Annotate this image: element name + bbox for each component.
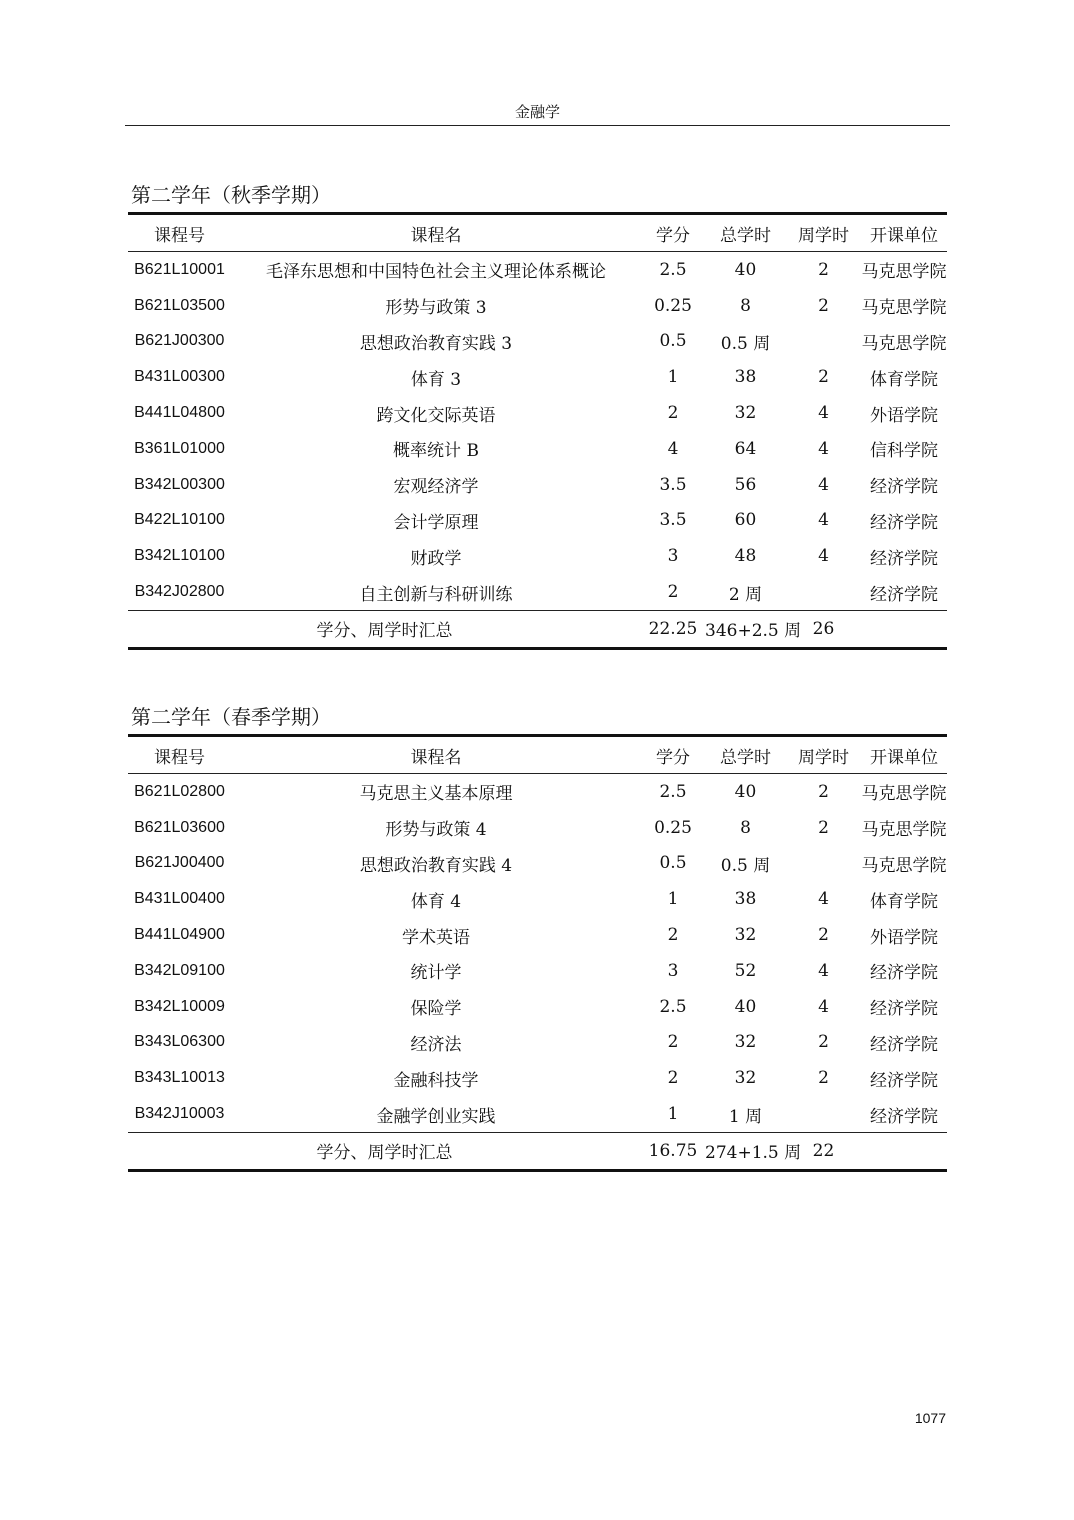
- table-body: [128, 252, 947, 611]
- table-row: [128, 252, 947, 288]
- course-code-cell: B342J02800: [134, 583, 225, 601]
- table-row: [128, 395, 947, 431]
- section-autumn: [128, 180, 947, 650]
- table-row: [128, 1096, 947, 1132]
- weekly-hours-cell: 4: [818, 889, 829, 910]
- total-hours-cell: 2 周: [728, 584, 763, 605]
- department-cell: 经济学院: [870, 477, 938, 498]
- course-code-cell: B621J00300: [134, 332, 225, 350]
- credits-cell: 2: [667, 1068, 679, 1089]
- summary-weekly-hours: 26: [786, 610, 861, 648]
- course-code-cell: B441L04900: [134, 926, 225, 944]
- weekly-hours-cell: [786, 846, 861, 882]
- total-hours-cell: 32: [734, 1068, 757, 1089]
- table-row: [128, 917, 947, 953]
- course-code-cell: B422L10100: [134, 511, 225, 529]
- column-header-name: 课程名: [231, 214, 641, 252]
- course-table-spring: [128, 734, 947, 1172]
- summary-credits: 16.75: [641, 1132, 705, 1170]
- department-cell: 外语学院: [870, 927, 938, 948]
- section-title: 第二学年（秋季学期）: [131, 183, 331, 207]
- course-name-cell: 会计学原理: [393, 512, 479, 533]
- course-name-cell: 体育 4: [410, 891, 462, 912]
- weekly-hours-cell: 2: [818, 1032, 829, 1053]
- course-name-cell: 自主创新与科研训练: [359, 584, 513, 605]
- table-row: [128, 774, 947, 810]
- department-cell: 马克思学院: [861, 820, 947, 841]
- course-name-cell: 马克思主义基本原理: [359, 784, 513, 805]
- total-hours-cell: 40: [734, 259, 757, 280]
- total-hours-cell: 60: [734, 510, 757, 531]
- weekly-hours-cell: 4: [818, 438, 829, 459]
- credits-cell: 2.5: [659, 996, 687, 1017]
- page-number: 1077: [914, 1410, 946, 1426]
- summary-label: 学分、周学时汇总: [128, 610, 641, 648]
- course-name-cell: 思想政治教育实践 4: [359, 855, 513, 876]
- course-code-cell: B621L03600: [134, 818, 225, 836]
- course-name-cell: 概率统计 B: [393, 441, 479, 462]
- credits-cell: 3.5: [659, 474, 687, 495]
- column-header-total-hours: 总学时: [705, 214, 786, 252]
- course-name-cell: 思想政治教育实践 3: [359, 333, 513, 354]
- weekly-hours-cell: 2: [818, 925, 829, 946]
- table-body: [128, 774, 947, 1133]
- summary-total-hours: 274+1.5 周: [705, 1132, 786, 1170]
- total-hours-cell: 52: [734, 960, 757, 981]
- department-cell: 信科学院: [870, 441, 938, 462]
- total-hours-cell: 32: [734, 403, 757, 424]
- running-header: [125, 100, 950, 126]
- credits-cell: 2: [667, 403, 679, 424]
- credits-cell: 2.5: [659, 259, 687, 280]
- course-code-cell: B342L10100: [134, 547, 225, 565]
- course-code-cell: B621L02800: [134, 782, 225, 800]
- credits-cell: 0.25: [654, 295, 692, 316]
- total-hours-cell: 38: [734, 889, 757, 910]
- course-name-cell: 财政学: [410, 548, 462, 569]
- total-hours-cell: 32: [734, 1032, 757, 1053]
- course-code-cell: B343L10013: [134, 1069, 225, 1087]
- course-name-cell: 学术英语: [402, 927, 470, 948]
- department-cell: 经济学院: [870, 512, 938, 533]
- column-header-code: 课程号: [128, 214, 231, 252]
- course-name-cell: 宏观经济学: [393, 477, 479, 498]
- course-name-cell: 跨文化交际英语: [376, 405, 496, 426]
- course-code-cell: B361L01000: [134, 439, 225, 457]
- department-cell: 经济学院: [870, 584, 938, 605]
- course-name-cell: 形势与政策 4: [385, 820, 487, 841]
- weekly-hours-cell: 4: [818, 960, 829, 981]
- course-table-autumn: [128, 212, 947, 650]
- credits-cell: 3: [667, 546, 679, 567]
- summary-label: 学分、周学时汇总: [128, 1132, 641, 1170]
- header-title: 金融学: [514, 103, 560, 121]
- course-code-cell: B441L04800: [134, 404, 225, 422]
- department-cell: 马克思学院: [861, 855, 947, 876]
- credits-cell: 0.5: [659, 853, 687, 874]
- table-row: [128, 881, 947, 917]
- table-row: [128, 1025, 947, 1061]
- total-hours-cell: 38: [734, 367, 757, 388]
- table-row: [128, 467, 947, 503]
- department-cell: 经济学院: [870, 1106, 938, 1127]
- total-hours-cell: 40: [734, 781, 757, 802]
- course-name-cell: 金融学创业实践: [376, 1106, 496, 1127]
- summary-row: [128, 610, 947, 648]
- course-code-cell: B342L00300: [134, 475, 225, 493]
- total-hours-cell: 0.5 周: [720, 855, 771, 876]
- credits-cell: 0.25: [654, 817, 692, 838]
- credits-cell: 3.5: [659, 510, 687, 531]
- credits-cell: 0.5: [659, 331, 687, 352]
- weekly-hours-cell: [786, 574, 861, 610]
- table-row: [128, 288, 947, 324]
- course-name-cell: 统计学: [410, 963, 462, 984]
- total-hours-cell: 40: [734, 996, 757, 1017]
- weekly-hours-cell: 2: [818, 259, 829, 280]
- weekly-hours-cell: 4: [818, 546, 829, 567]
- course-code-cell: B342L09100: [134, 961, 225, 979]
- total-hours-cell: 1 周: [728, 1106, 763, 1127]
- table-row: [128, 1060, 947, 1096]
- table-header-row: [128, 736, 947, 774]
- total-hours-cell: 32: [734, 925, 757, 946]
- column-header-credits: 学分: [641, 214, 705, 252]
- department-cell: 外语学院: [870, 405, 938, 426]
- summary-row: [128, 1132, 947, 1170]
- course-name-cell: 保险学: [410, 999, 462, 1020]
- summary-credits: 22.25: [641, 610, 705, 648]
- weekly-hours-cell: [786, 1096, 861, 1132]
- course-code-cell: B621L10001: [134, 260, 225, 278]
- summary-empty: [861, 1132, 947, 1170]
- department-cell: 马克思学院: [861, 333, 947, 354]
- credits-cell: 2: [667, 582, 679, 603]
- credits-cell: 1: [667, 889, 679, 910]
- total-hours-cell: 48: [734, 546, 757, 567]
- total-hours-cell: 56: [734, 474, 757, 495]
- table-row: [128, 953, 947, 989]
- table-row: [128, 846, 947, 882]
- department-cell: 经济学院: [870, 999, 938, 1020]
- column-header-total-hours: 总学时: [705, 736, 786, 774]
- credits-cell: 2: [667, 925, 679, 946]
- weekly-hours-cell: [786, 324, 861, 360]
- weekly-hours-cell: 4: [818, 996, 829, 1017]
- column-header-credits: 学分: [641, 736, 705, 774]
- credits-cell: 3: [667, 960, 679, 981]
- department-cell: 体育学院: [870, 891, 938, 912]
- department-cell: 经济学院: [870, 1070, 938, 1091]
- course-code-cell: B621J00400: [134, 854, 225, 872]
- total-hours-cell: 8: [740, 817, 751, 838]
- section-title: 第二学年（春季学期）: [131, 705, 331, 729]
- course-code-cell: B343L06300: [134, 1033, 225, 1051]
- weekly-hours-cell: 2: [818, 817, 829, 838]
- course-code-cell: B342J10003: [134, 1105, 225, 1123]
- course-name-cell: 毛泽东思想和中国特色社会主义理论体系概论: [266, 262, 606, 283]
- course-code-cell: B431L00300: [134, 368, 225, 386]
- weekly-hours-cell: 4: [818, 474, 829, 495]
- course-name-cell: 形势与政策 3: [385, 298, 487, 319]
- department-cell: 经济学院: [870, 548, 938, 569]
- table-row: [128, 989, 947, 1025]
- course-code-cell: B621L03500: [134, 296, 225, 314]
- weekly-hours-cell: 4: [818, 510, 829, 531]
- department-cell: 经济学院: [870, 1034, 938, 1055]
- column-header-code: 课程号: [128, 736, 231, 774]
- weekly-hours-cell: 2: [818, 367, 829, 388]
- course-code-cell: B431L00400: [134, 890, 225, 908]
- summary-empty: [861, 610, 947, 648]
- summary-total-hours: 346+2.5 周: [705, 610, 786, 648]
- weekly-hours-cell: 2: [818, 295, 829, 316]
- column-header-department: 开课单位: [861, 214, 947, 252]
- course-name-cell: 经济法: [410, 1034, 462, 1055]
- credits-cell: 2: [667, 1032, 679, 1053]
- weekly-hours-cell: 2: [818, 781, 829, 802]
- credits-cell: 1: [667, 367, 679, 388]
- department-cell: 马克思学院: [861, 262, 947, 283]
- table-row: [128, 810, 947, 846]
- column-header-weekly-hours: 周学时: [786, 736, 861, 774]
- table-row: [128, 574, 947, 610]
- course-name-cell: 金融科技学: [393, 1070, 479, 1091]
- table-header-row: [128, 214, 947, 252]
- total-hours-cell: 0.5 周: [720, 333, 771, 354]
- weekly-hours-cell: 2: [818, 1068, 829, 1089]
- column-header-weekly-hours: 周学时: [786, 214, 861, 252]
- department-cell: 马克思学院: [861, 784, 947, 805]
- table-row: [128, 359, 947, 395]
- course-name-cell: 体育 3: [410, 369, 462, 390]
- department-cell: 马克思学院: [861, 298, 947, 319]
- table-row: [128, 503, 947, 539]
- department-cell: 经济学院: [870, 963, 938, 984]
- summary-weekly-hours: 22: [786, 1132, 861, 1170]
- course-code-cell: B342L10009: [134, 997, 225, 1015]
- table-row: [128, 431, 947, 467]
- weekly-hours-cell: 4: [818, 403, 829, 424]
- table-row: [128, 538, 947, 574]
- credits-cell: 4: [667, 438, 679, 459]
- column-header-department: 开课单位: [861, 736, 947, 774]
- table-row: [128, 324, 947, 360]
- credits-cell: 1: [667, 1104, 679, 1125]
- department-cell: 体育学院: [870, 369, 938, 390]
- total-hours-cell: 64: [734, 438, 757, 459]
- column-header-name: 课程名: [231, 736, 641, 774]
- total-hours-cell: 8: [740, 295, 751, 316]
- section-spring: [128, 702, 947, 1172]
- credits-cell: 2.5: [659, 781, 687, 802]
